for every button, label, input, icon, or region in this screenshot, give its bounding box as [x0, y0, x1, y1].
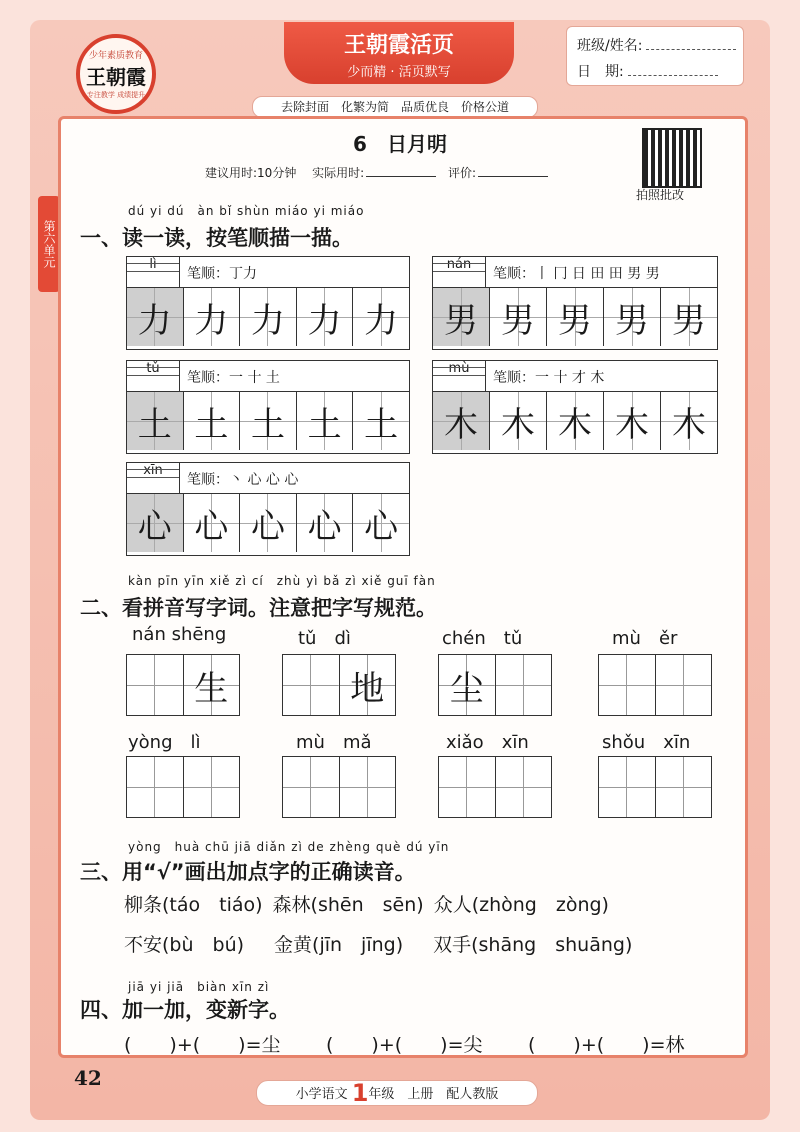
- trace-cell[interactable]: 木: [661, 392, 717, 450]
- trace-cell[interactable]: 心: [297, 494, 354, 552]
- writing-grid[interactable]: [598, 756, 712, 818]
- lesson-title: 6 日月明: [353, 132, 447, 156]
- stroke-pinyin: lì: [127, 257, 180, 287]
- add-item[interactable]: ( )+( )=尖: [326, 1034, 483, 1056]
- choice-item[interactable]: 金黄(jīn jīng): [274, 934, 404, 956]
- trace-cell[interactable]: 木: [604, 392, 661, 450]
- word-pinyin: mù mǎ: [296, 732, 372, 753]
- writing-grid[interactable]: [282, 654, 396, 716]
- stroke-order: 笔顺：丁力: [187, 266, 257, 282]
- choice-item[interactable]: 不安(bù bú): [124, 934, 245, 956]
- stroke-order: 笔顺：一 十 土: [187, 370, 280, 386]
- word-pinyin: yòng lì: [128, 732, 201, 753]
- word-pinyin: tǔ dì: [298, 628, 351, 649]
- grid-cell[interactable]: 尘: [439, 655, 496, 715]
- stroke-order: 笔顺：丨 冂 日 田 田 男 男: [493, 266, 660, 282]
- trace-cell[interactable]: 土: [127, 392, 184, 450]
- trace-cell[interactable]: 心: [127, 494, 184, 552]
- date-field[interactable]: [628, 75, 718, 76]
- stroke-box-li: [126, 256, 410, 350]
- stroke-pinyin: mù: [433, 361, 486, 391]
- trace-cell[interactable]: 力: [353, 288, 409, 346]
- stroke-pinyin: xīn: [127, 463, 180, 493]
- class-name-field[interactable]: [646, 49, 736, 50]
- trace-cell[interactable]: 土: [240, 392, 297, 450]
- trace-cell[interactable]: 心: [353, 494, 409, 552]
- brand-banner: [284, 22, 514, 84]
- slogan: 去除封面 化繁为简 品质优良 价格公道: [252, 96, 538, 118]
- trace-cell[interactable]: 木: [547, 392, 604, 450]
- stroke-order: 笔顺：丶 心 心 心: [187, 472, 299, 488]
- writing-grid[interactable]: [598, 654, 712, 716]
- choice-item[interactable]: 双手(shāng shuāng): [433, 934, 633, 956]
- grid-cell[interactable]: [283, 757, 340, 817]
- actual-time-field[interactable]: [366, 176, 436, 177]
- trace-cell[interactable]: 男: [547, 288, 604, 346]
- stroke-box-mu: [432, 360, 718, 454]
- s1-pinyin: dú yi dú àn bǐ shùn miáo yi miáo: [128, 204, 365, 218]
- add-item[interactable]: ( )+( )=林: [528, 1034, 685, 1056]
- choice-item[interactable]: 柳条(táo tiáo): [124, 894, 263, 916]
- word-pinyin: shǒu xīn: [602, 732, 691, 753]
- grid-cell[interactable]: [496, 655, 552, 715]
- stroke-order: 笔顺：一 十 才 木: [493, 370, 605, 386]
- choice-item[interactable]: 众人(zhòng zòng): [433, 894, 609, 916]
- grid-cell[interactable]: [127, 655, 184, 715]
- banner-title: 王朝霞活页: [343, 32, 454, 58]
- s4-pinyin: jiā yi jiā biàn xīn zì: [128, 980, 270, 994]
- date-label: 日 期:: [577, 64, 624, 80]
- trace-cell[interactable]: 木: [490, 392, 547, 450]
- trace-cell[interactable]: 木: [433, 392, 490, 450]
- trace-cell[interactable]: 力: [297, 288, 354, 346]
- word-pinyin: chén tǔ: [442, 628, 523, 649]
- grid-cell[interactable]: [340, 757, 396, 817]
- trace-cell[interactable]: 土: [297, 392, 354, 450]
- s1-title: 一、读一读，按笔顺描一描。: [80, 226, 353, 250]
- s2-pinyin: kàn pīn yīn xiě zì cí zhù yì bǎ zì xiě guī fàn: [128, 574, 436, 588]
- unit-side-tab: 第六单元: [38, 196, 60, 292]
- eval-label: 评价:: [448, 166, 477, 180]
- stroke-pinyin: nán: [433, 257, 486, 287]
- trace-cell[interactable]: 男: [433, 288, 490, 346]
- s3-pinyin: yòng huà chū jiā diǎn zì de zhèng què dú yīn: [128, 840, 450, 854]
- writing-grid[interactable]: [438, 756, 552, 818]
- stroke-box-nan: [432, 256, 718, 350]
- footer-subject: 小学语文: [295, 1087, 348, 1102]
- word-pinyin: mù ěr: [612, 628, 678, 649]
- logo-sub: 专注教学 成绩提升: [86, 91, 146, 99]
- suggest-time: 建议用时:10分钟: [205, 166, 297, 180]
- writing-grid[interactable]: [126, 654, 240, 716]
- brand-logo: [76, 34, 156, 114]
- page-number: 42: [74, 1066, 102, 1090]
- s3-title: 三、用“√”画出加点字的正确读音。: [80, 860, 416, 884]
- stroke-pinyin: tǔ: [127, 361, 180, 391]
- stroke-box-tu: [126, 360, 410, 454]
- writing-grid[interactable]: [282, 756, 396, 818]
- writing-grid[interactable]: [438, 654, 552, 716]
- stroke-box-xin: [126, 462, 410, 556]
- trace-cell[interactable]: 心: [240, 494, 297, 552]
- grid-cell[interactable]: [496, 757, 552, 817]
- trace-cell[interactable]: 力: [127, 288, 184, 346]
- grid-cell[interactable]: [599, 655, 656, 715]
- time-meta: [205, 164, 556, 181]
- logo-name: 王朝霞: [86, 65, 146, 89]
- word-pinyin: xiǎo xīn: [446, 732, 529, 753]
- grid-cell[interactable]: 地: [340, 655, 396, 715]
- class-name-label: 班级/姓名:: [577, 38, 643, 54]
- actual-time-label: 实际用时:: [312, 166, 365, 180]
- eval-field[interactable]: [478, 176, 548, 177]
- qr-code-icon[interactable]: [642, 128, 702, 188]
- add-item[interactable]: ( )+( )=尘: [124, 1034, 281, 1056]
- grid-cell[interactable]: [184, 757, 240, 817]
- qr-label: 拍照批改: [636, 188, 685, 202]
- grid-cell[interactable]: [439, 757, 496, 817]
- logo-arc-text: 少年素质教育: [88, 51, 143, 61]
- trace-cell[interactable]: 力: [184, 288, 241, 346]
- trace-cell[interactable]: 男: [490, 288, 547, 346]
- s2-title: 二、看拼音写字词。注意把字写规范。: [80, 596, 437, 620]
- trace-cell[interactable]: 男: [661, 288, 717, 346]
- footer-grade: 1: [351, 1079, 369, 1107]
- word-pinyin: nán shēng: [132, 624, 227, 645]
- trace-cell[interactable]: 心: [184, 494, 241, 552]
- trace-cell[interactable]: 土: [184, 392, 241, 450]
- footer-detail: 年级 上册 配人教版: [368, 1087, 499, 1102]
- banner-subtitle: 少而精 · 活页默写: [347, 65, 451, 80]
- s4-title: 四、加一加，变新字。: [80, 998, 290, 1022]
- footer-badge: [256, 1080, 538, 1106]
- grid-cell[interactable]: [127, 757, 184, 817]
- name-box: [566, 26, 744, 86]
- choice-line-2: [124, 930, 632, 957]
- trace-cell[interactable]: 力: [240, 288, 297, 346]
- writing-grid[interactable]: [126, 756, 240, 818]
- grid-cell[interactable]: [283, 655, 340, 715]
- choice-line-1: [124, 890, 609, 917]
- trace-cell[interactable]: 土: [353, 392, 409, 450]
- grid-cell[interactable]: [599, 757, 656, 817]
- grid-cell[interactable]: [656, 655, 712, 715]
- trace-cell[interactable]: 男: [604, 288, 661, 346]
- choice-item[interactable]: 森林(shēn sēn): [272, 894, 424, 916]
- grid-cell[interactable]: [656, 757, 712, 817]
- grid-cell[interactable]: 生: [184, 655, 240, 715]
